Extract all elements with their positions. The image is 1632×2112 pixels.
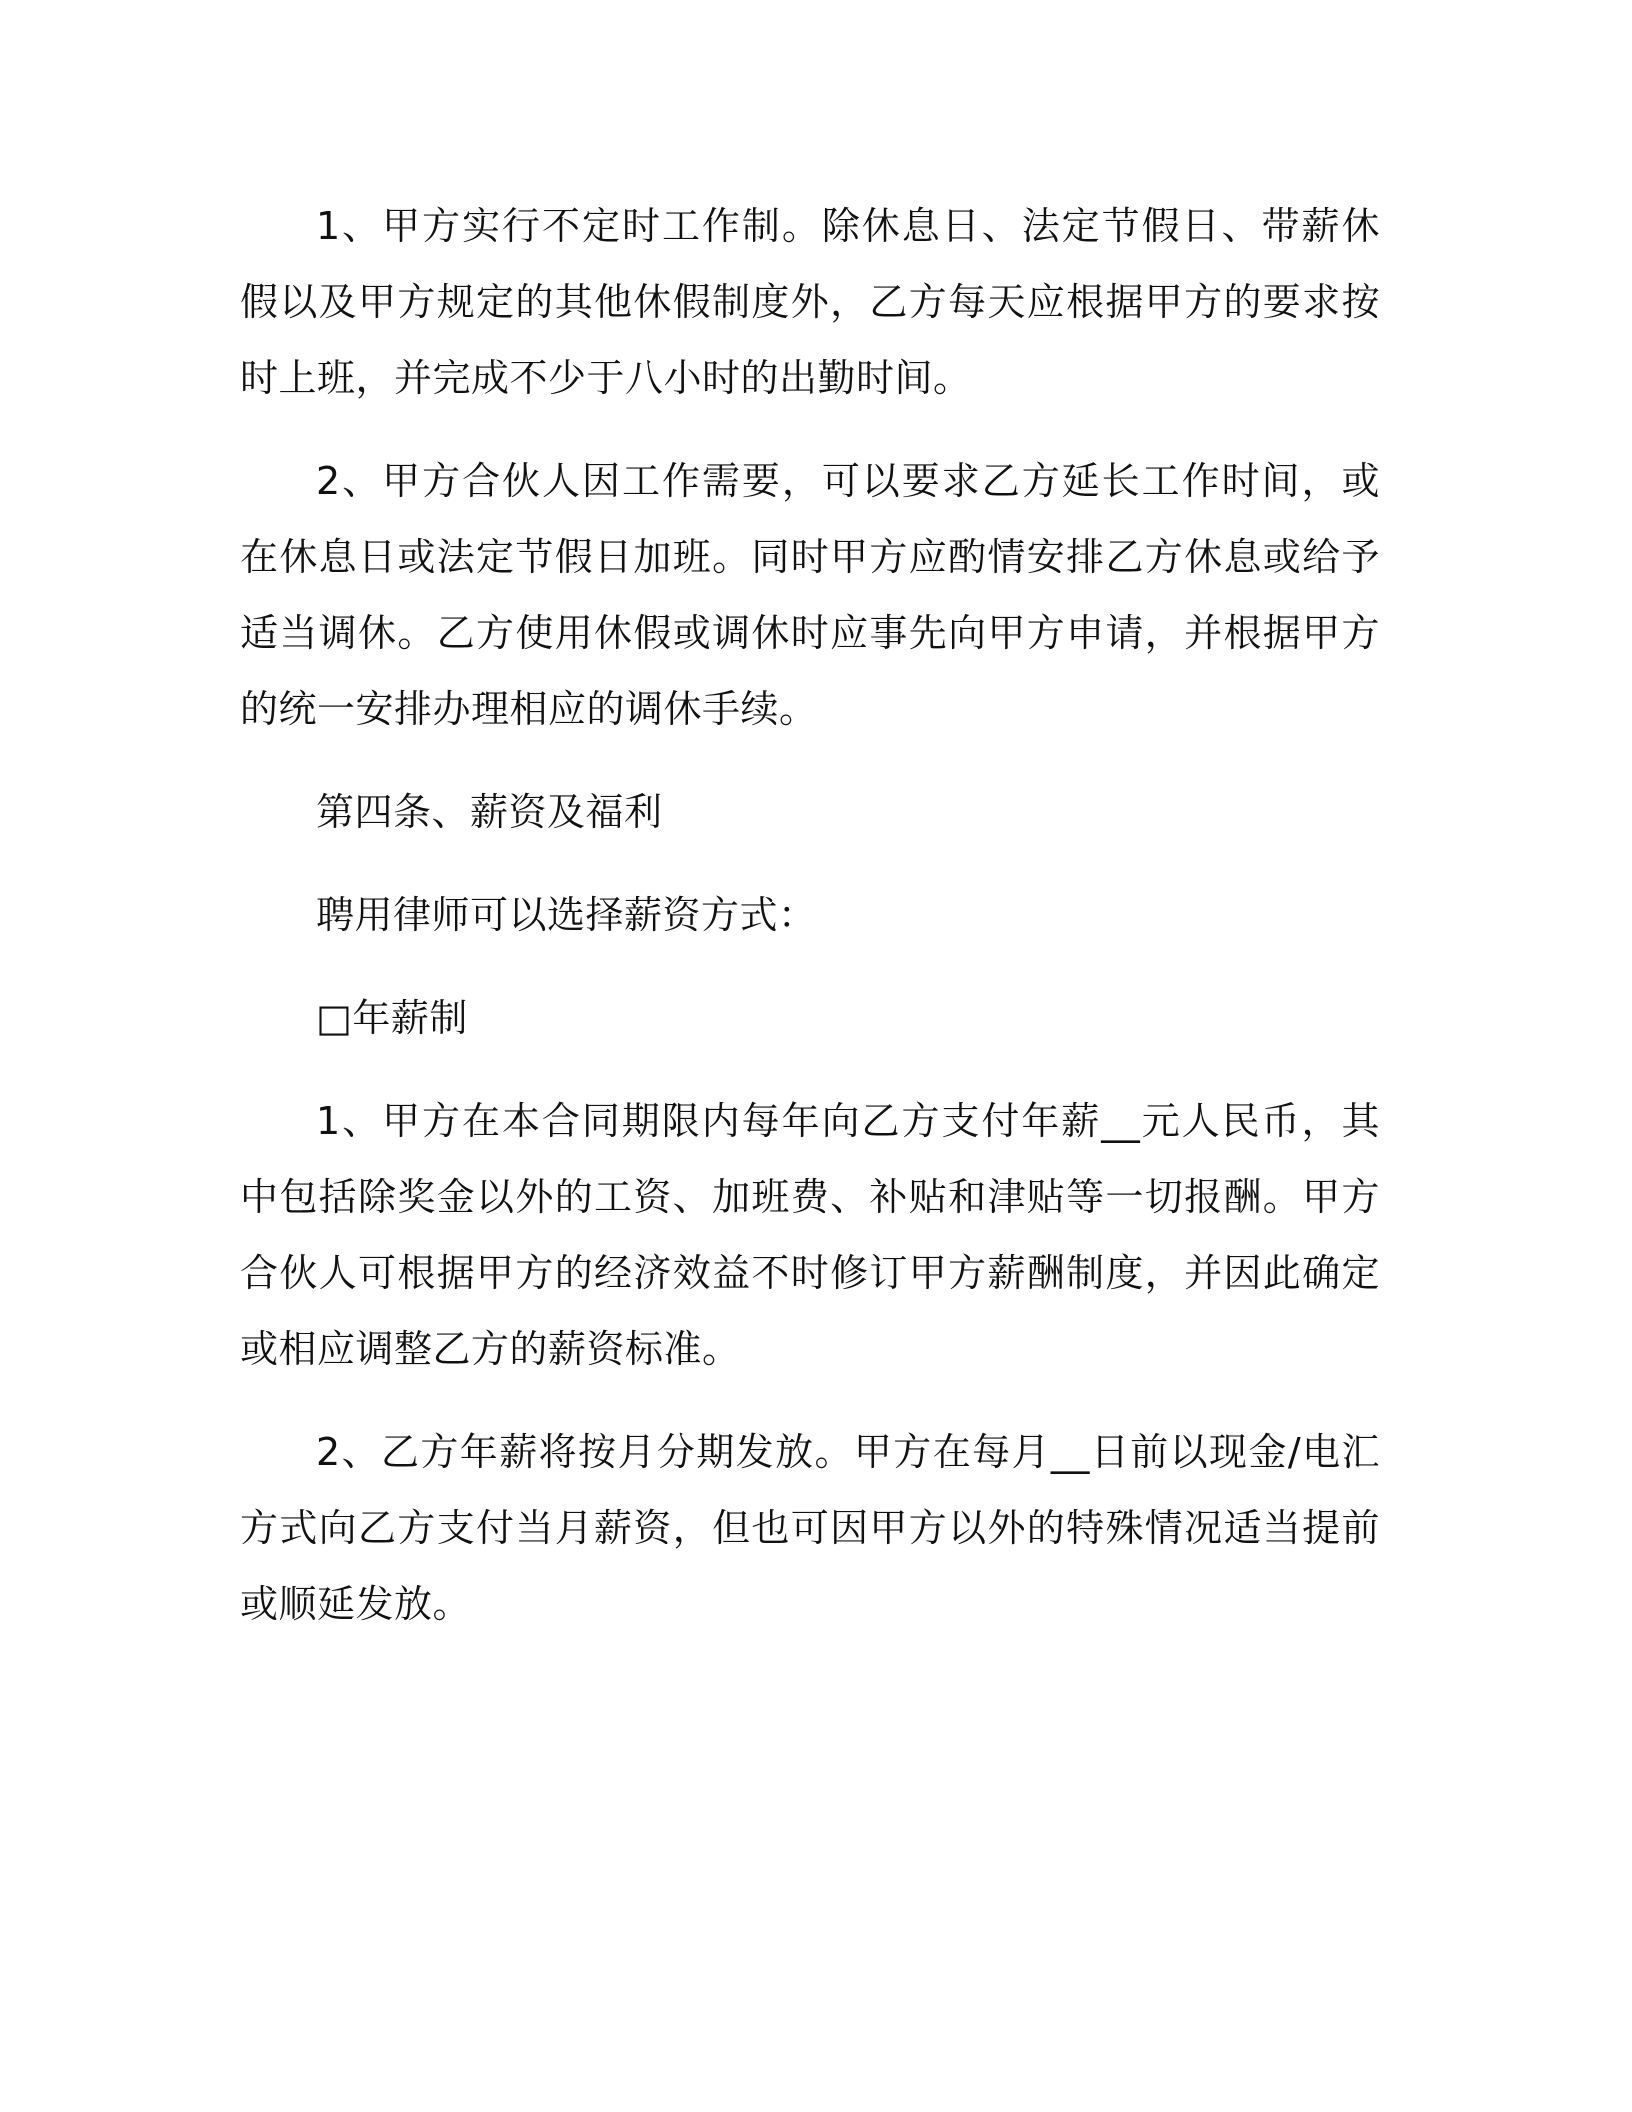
paragraph-salary-options: 聘用律师可以选择薪资方式： xyxy=(316,893,817,937)
section-heading-salary: 第四条、薪资及福利 xyxy=(316,790,663,834)
checkbox-annual-salary: □年薪制 xyxy=(316,996,468,1040)
paragraph-overtime: 2、甲方合伙人因工作需要，可以要求乙方延长工作时间，或在休息日或法定节假日加班。同时甲方应酌情安排乙方休息或给予适当调休。乙方使用休假或调休时应事先向甲方申请，并根据甲方的统一安排办理相应的调休手续。 xyxy=(240,459,1380,731)
document-body xyxy=(240,188,1380,1642)
paragraph-monthly-payment: 2、乙方年薪将按月分期发放。甲方在每月__日前以现金/电汇方式向乙方支付当月薪资，但也可因甲方以外的特殊情况适当提前或顺延发放。 xyxy=(240,1430,1380,1626)
paragraph-working-hours: 1、甲方实行不定时工作制。除休息日、法定节假日、带薪休假以及甲方规定的其他休假制度外，乙方每天应根据甲方的要求按时上班，并完成不少于八小时的出勤时间。 xyxy=(240,204,1380,400)
paragraph-annual-salary: 1、甲方在本合同期限内每年向乙方支付年薪__元人民币，其中包括除奖金以外的工资、加班费、补贴和津贴等一切报酬。甲方合伙人可根据甲方的经济效益不时修订甲方薪酬制度，并因此确定或相应调整乙方的薪资标准。 xyxy=(240,1099,1380,1371)
